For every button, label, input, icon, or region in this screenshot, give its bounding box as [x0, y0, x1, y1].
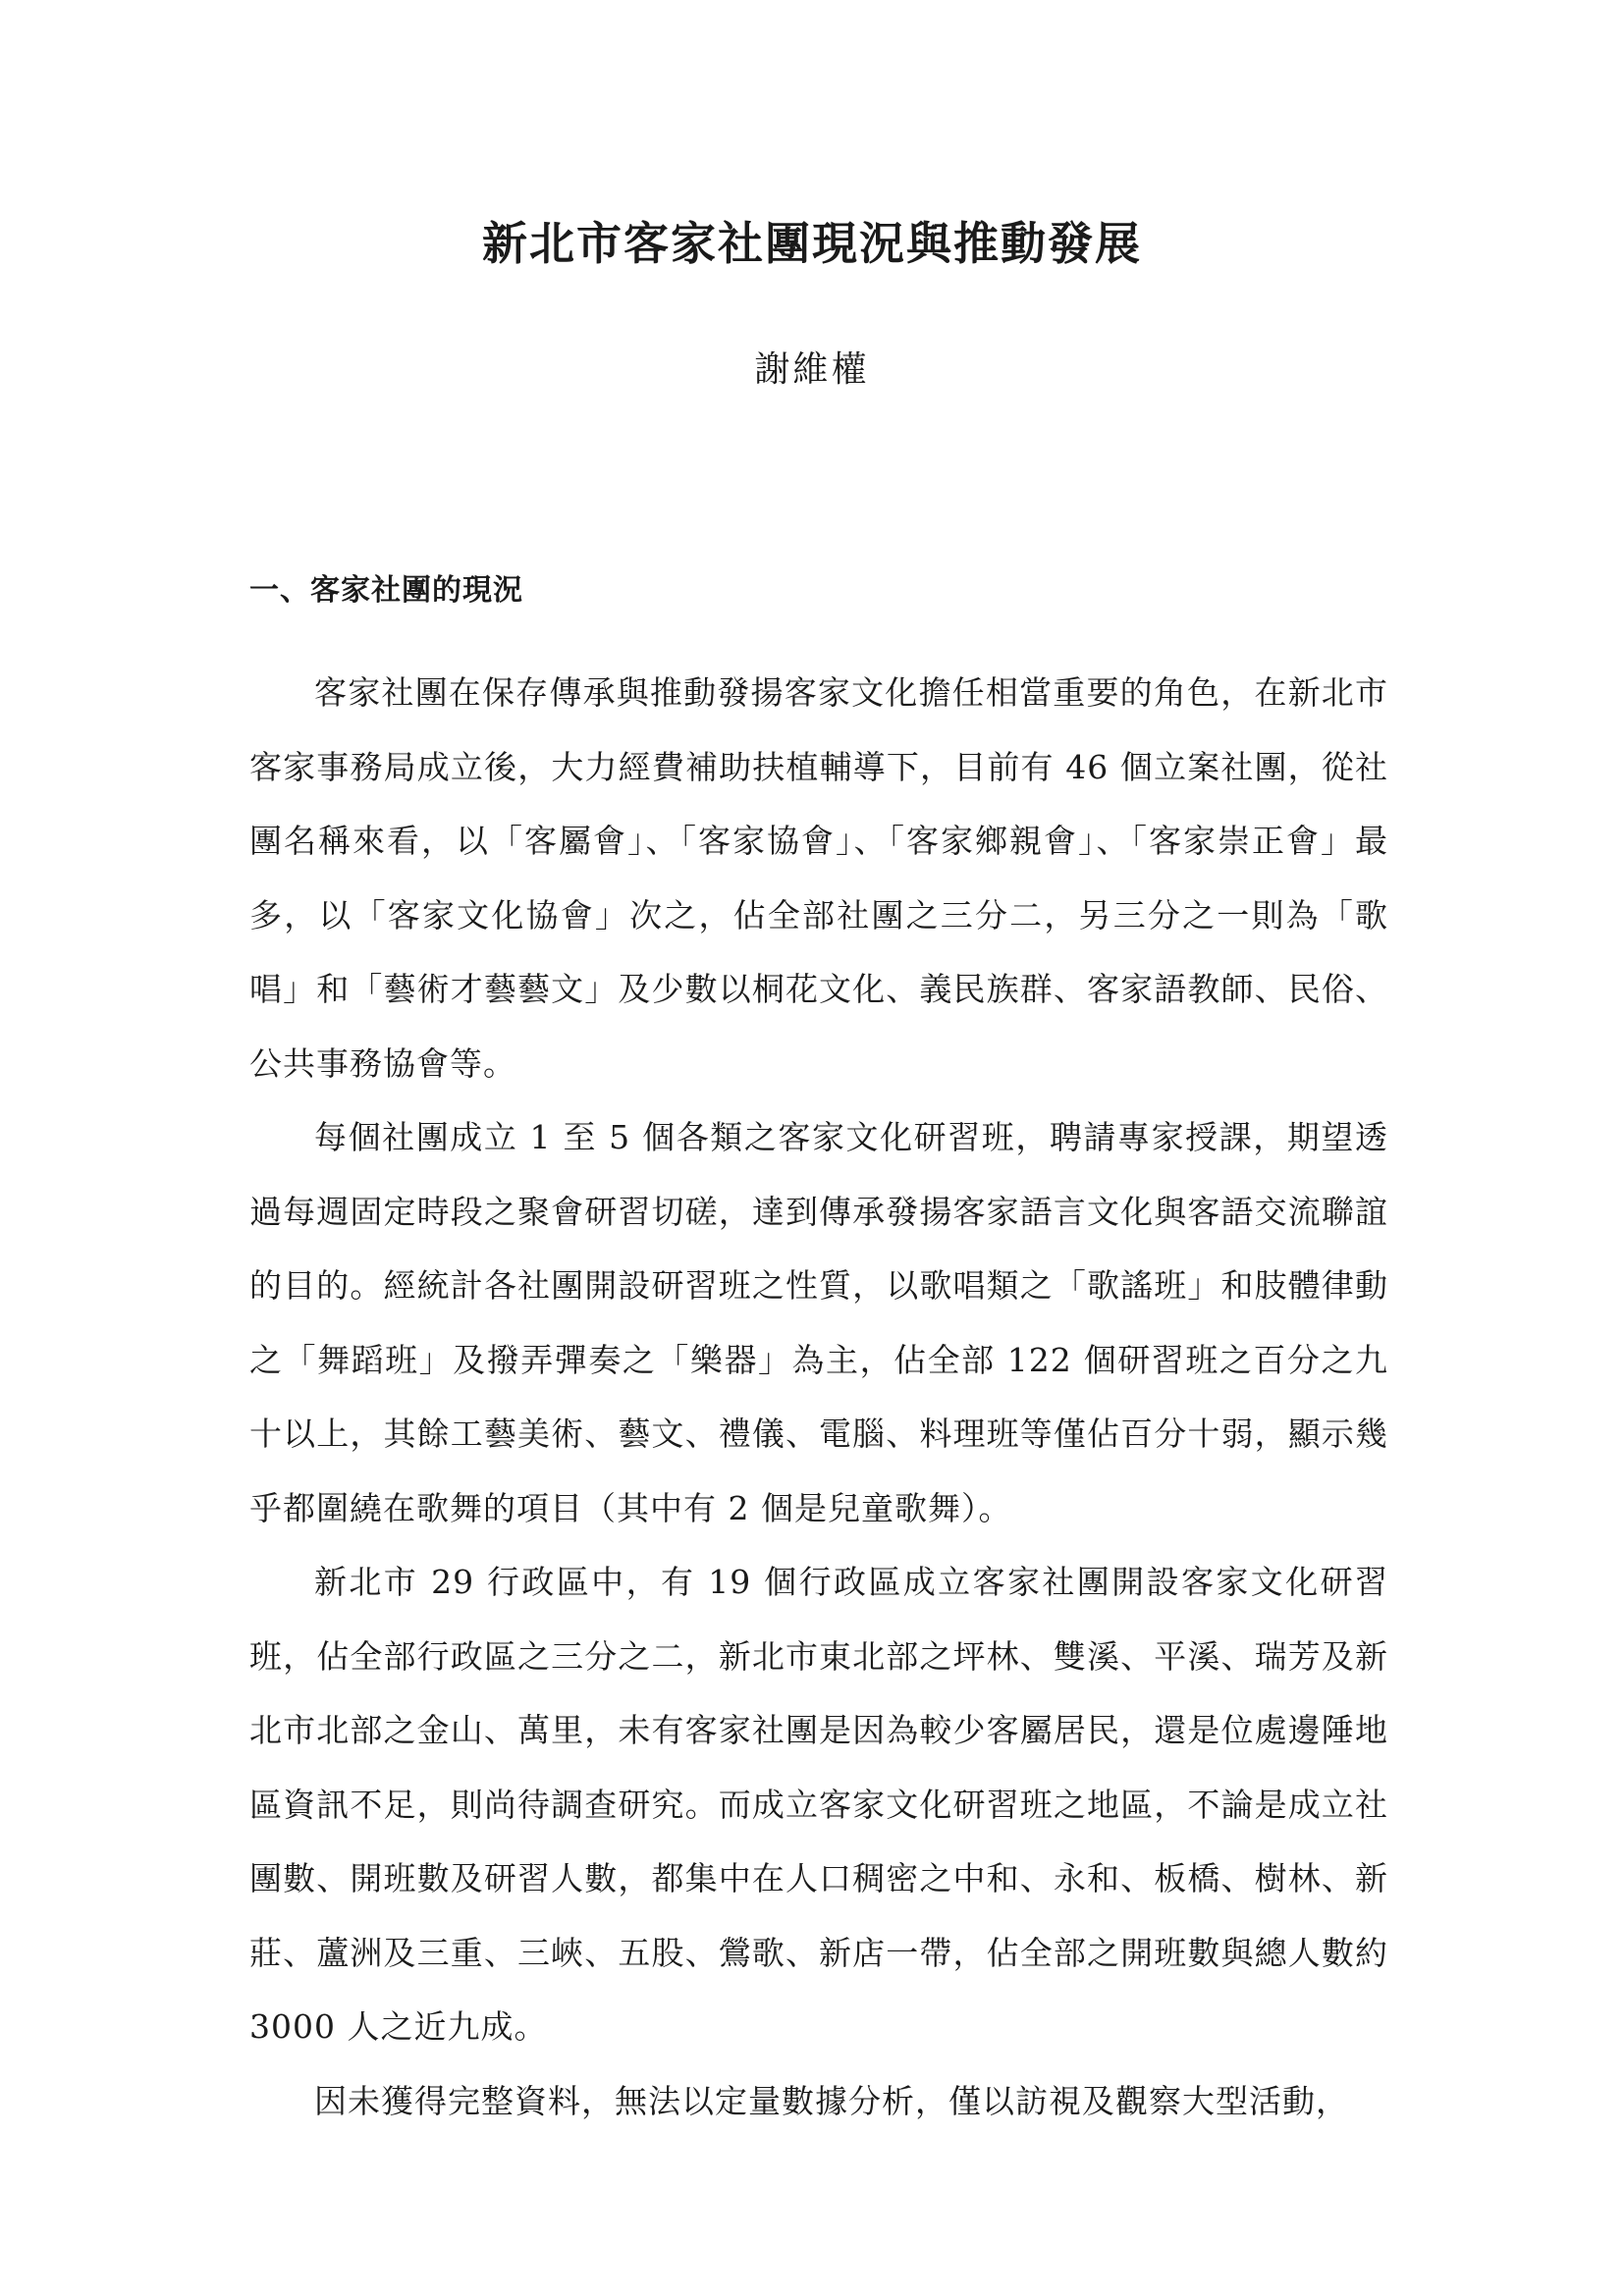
paragraph-1: 客家社團在保存傳承與推動發揚客家文化擔任相當重要的角色，在新北市客家事務局成立後，大力經費補助扶植輔導下，目前有 46 個立案社團，從社團名稱來看，以「客屬會」、「客家協會」、「客家鄉親會」、「客家崇正會」最多，以「客家文化協會」次之，佔全部社團之三分二，另三分之一則為「歌唱」和「藝術才藝藝文」及少數以桐花文化、義民族群、客家語教師、民俗、公共事務協會等。: [249, 673, 1388, 1083]
page-title: 新北市客家社團現況與推動發展: [482, 217, 1142, 270]
author-name: 謝維權: [754, 349, 870, 390]
paragraph-2: 每個社團成立 1 至 5 個各類之客家文化研習班，聘請專家授課，期望透過每週固定時段之聚會研習切磋，達到傳承發揚客家語言文化與客語交流聯誼的目的。經統計各社團開設研習班之性質，以歌唱類之「歌謠班」和肢體律動之「舞蹈班」及撥弄彈奏之「樂器」為主，佔全部 122 個研習班之百分之九十以上，其餘工藝美術、藝文、禮儀、電腦、料理班等僅佔百分十弱，顯示幾乎都圍繞在歌舞的項目（其中有 2 個是兒童歌舞）。: [249, 1118, 1388, 1527]
body-text: [249, 656, 1388, 2138]
paragraph-3: 新北市 29 行政區中，有 19 個行政區成立客家社團開設客家文化研習班，佔全部行政區之三分之二，新北市東北部之坪林、雙溪、平溪、瑞芳及新北市北部之金山、萬里，未有客家社團是因為較少客屬居民，還是位處邊陲地區資訊不足，則尚待調查研究。而成立客家文化研習班之地區，不論是成立社團數、開班數及研習人數，都集中在人口稠密之中和、永和、板橋、樹林、新莊、蘆洲及三重、三峽、五股、鶯歌、新店一帶，佔全部之開班數與總人數約 3000 人之近九成。: [249, 1563, 1388, 2046]
paragraph-4: 因未獲得完整資料，無法以定量數據分析，僅以訪視及觀察大型活動，: [314, 2081, 1349, 2120]
section-heading: 一、客家社團的現況: [249, 573, 523, 608]
